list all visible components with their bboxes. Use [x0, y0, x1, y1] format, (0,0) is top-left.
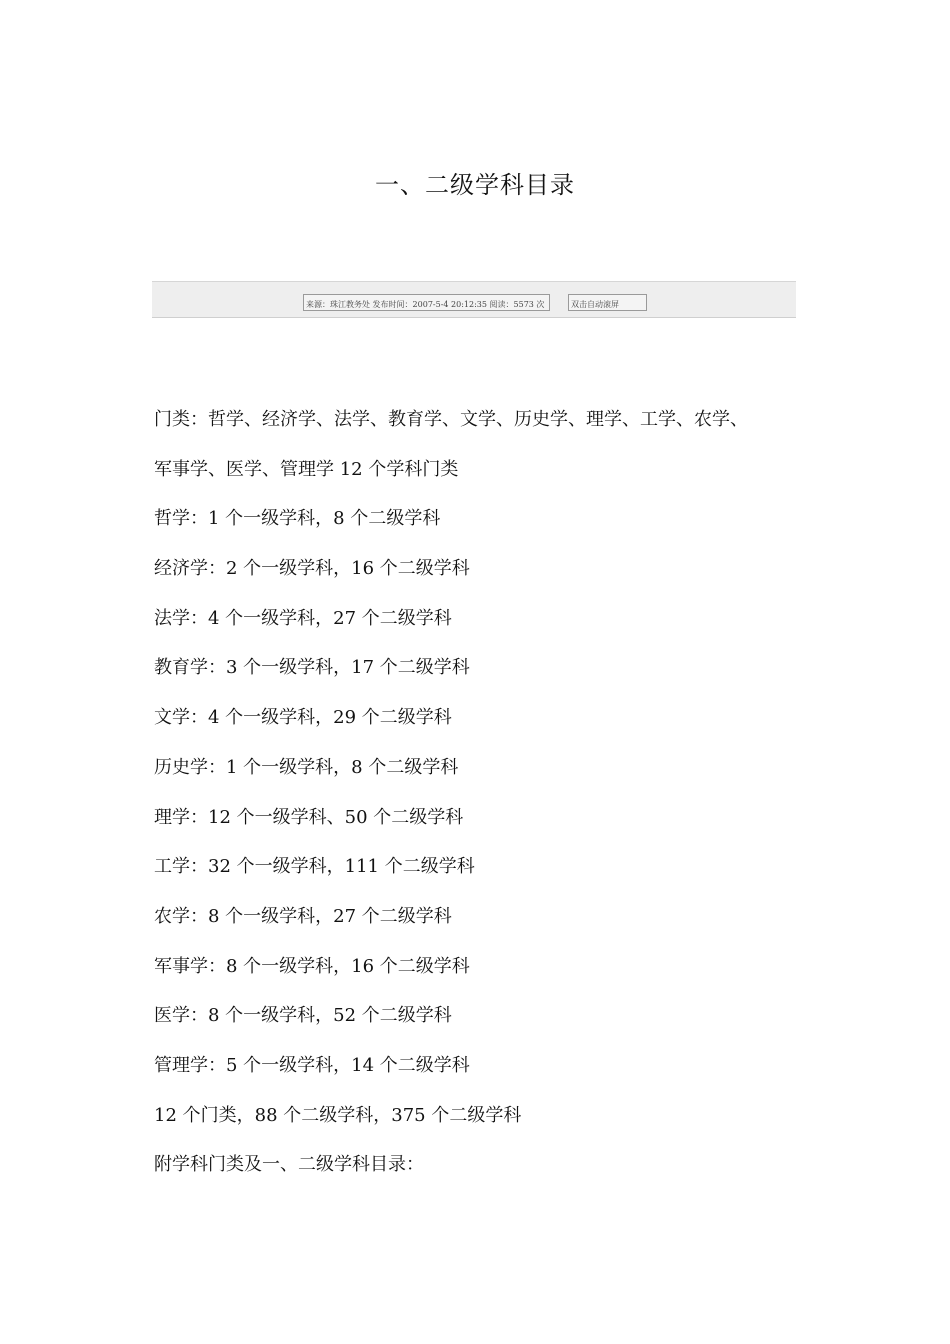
- read-label: 阅读：: [489, 300, 514, 309]
- text-line: 教育学：3 个一级学科，17 个二级学科: [154, 657, 470, 679]
- page-title: 一、二级学科目录: [375, 171, 575, 199]
- publish-time: 2007-5-4 20:12:35: [412, 300, 487, 309]
- text-line: 管理学：5 个一级学科，14 个二级学科: [154, 1054, 470, 1076]
- text-line: 附学科门类及一、二级学科目录：: [154, 1154, 424, 1176]
- article-meta-box: [303, 294, 550, 311]
- source-label: 来源：: [306, 300, 330, 309]
- text-line: 哲学：1 个一级学科，8 个二级学科: [154, 508, 441, 530]
- read-count: 5573: [513, 300, 534, 309]
- text-line: 工学：32 个一级学科，111 个二级学科: [154, 856, 475, 878]
- text-line: 历史学：1 个一级学科，8 个二级学科: [154, 756, 459, 778]
- text-line: 医学：8 个一级学科，52 个二级学科: [154, 1005, 452, 1027]
- article-body: [154, 395, 814, 1190]
- text-line: 农学：8 个一级学科，27 个二级学科: [154, 905, 452, 927]
- text-line: 军事学：8 个一级学科，16 个二级学科: [154, 955, 470, 977]
- auto-scroll-button[interactable]: [568, 294, 647, 311]
- source-value: 珠江教务处: [330, 300, 370, 309]
- text-line: 文学：4 个一级学科，29 个二级学科: [154, 707, 452, 729]
- text-line: 门类：哲学、经济学、法学、教育学、文学、历史学、理学、工学、农学、: [154, 409, 748, 430]
- text-line: 军事学、医学、管理学 12 个学科门类: [154, 458, 459, 480]
- text-line: 理学：12 个一级学科、50 个二级学科: [154, 806, 464, 828]
- read-unit: 次: [536, 300, 545, 309]
- article-info-bar: [152, 281, 796, 318]
- text-line: 12 个门类，88 个二级学科，375 个二级学科: [154, 1104, 522, 1126]
- text-line: 法学：4 个一级学科，27 个二级学科: [154, 607, 452, 629]
- text-line: 经济学：2 个一级学科，16 个二级学科: [154, 558, 470, 580]
- publish-label: 发布时间：: [372, 300, 413, 309]
- auto-scroll-label: 双击自动滚屏: [571, 300, 619, 309]
